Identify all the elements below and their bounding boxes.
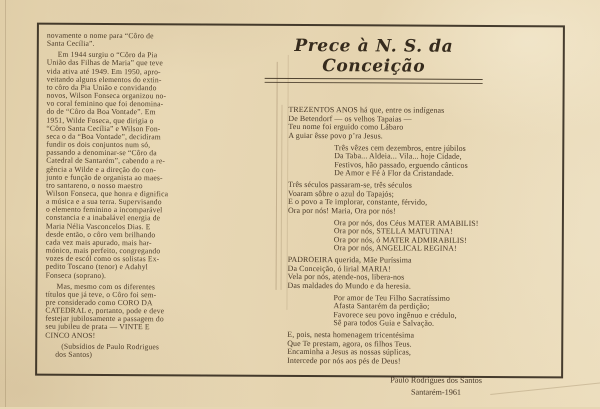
signature-block [351, 374, 521, 398]
poem-stanza: PADROEIRA querida, Mãe Puríssima Da Conceição, ó lirial MARIA! Vela por nós, atende-nos, libera-nos Das maldades do Mundo e da heresia. [287, 254, 412, 291]
paragraph-credit: (Subsídios de Paulo Rodrigues dos Santos) [55, 341, 160, 359]
right-page [261, 30, 565, 399]
paragraph-continuation: novamente o nome para “Côro de Santa Cecília”. [46, 30, 154, 49]
left-page-text-column [45, 32, 226, 363]
poem-stanza: Três séculos passaram-se, três séculos Voaram sôbre o azul do Tapajós; E o povo a Te implorar, constante, férvido, Ora por nós! Maria, Ora por nós! [287, 179, 428, 216]
poem-stanza: Três vêzes cem dezembros, entre júbilos Da Taba... Aldeia... Vila... hoje Cidade, Festivos, hão passado, erguendo cânticos De Amor e Fé à Flor da Cristandade. [334, 142, 468, 178]
title-underline [265, 78, 483, 84]
page-title: Prece à N. S. da Conceição [294, 35, 454, 77]
poem-stanza: Por amor de Teu Filho Sacratíssimo Afasta Santarém da perdição; Favorece seu povo ingênuo e crédulo, Sê para todos Guia e Salvação. [333, 292, 457, 328]
paragraph-jubilee: Mas, mesmo com os diferentes títulos que já teve, o Côro foi sem- pre considerado como CORO DA CATEDRAL e, portanto, pode e deve festejar jubilosamente a passagem do seu jubileu de prata — VINTE E CINCO ANOS! [45, 281, 165, 340]
paragraph-history-1944: Em 1944 surgiu o “Côro da Pia União das Filhas de Maria” que teve vida ativa até 1949. Em 1950, apro- veitando alguns elementos do extin- to côro da Pia União e convidando novos, Wilson Fonseca organizou no- vo coral feminino que foi denomina- do de “Côro da Boa Vontade”. Em 1951, Wilde Foseca, que dirigia o “Côro Santa Cecília” e Wilson Fon- seca o da “Boa Vontade”, decidiram fundir os dois conjuntos num só, passando a denominar-se “Côro da Catedral de Santarém”, cabendo a re- gência a Wilde e a direção do con- junto e função de organista ao maes- tro santareno, o nosso maestro Wilson Fonseca, que honra e dignifica a música e a sua terra. Supervisando o elemento feminino a incomparável constancia e a inabalável energia de Maria Nélia Vasconcelos Dias. E desde então, o côro vem brilhando cada vez mais apurado, mais har- mónico, mais perfeito, congregando vozes de escól como os solistas Ex- pedito Toscano (tenor) e Adahyl Fonseca (soprano). [45, 50, 169, 280]
poem-stanza: TREZENTOS ANOS há que, entre os indígenas De Betendorf — os velhos Tapaias — Teu nome foi erguido como Lábaro A guiar êsse povo p’ra Jesus. [288, 104, 445, 140]
title-block [263, 36, 485, 84]
poem [261, 106, 564, 367]
signature-place-year: Santarém-1961 [410, 387, 462, 397]
poem-stanza: Ora por nós, dos Céus MATER AMABILIS! Ora por nós, STELLA MATUTINA! Ora por nós, ó MATER ADMIRABILIS! Ora por nós, ANGELICAL REGINA! [333, 217, 479, 253]
signature-author: Paulo Rodrigues dos Santos [390, 375, 482, 385]
poem-stanza: E, pois, nesta homenagem tricentésima Que Te prestam, agora, os filhos Teus. Encaminha a Jesus as nossas súplicas, Intercede por nós aos pés de Deus! [287, 329, 415, 366]
